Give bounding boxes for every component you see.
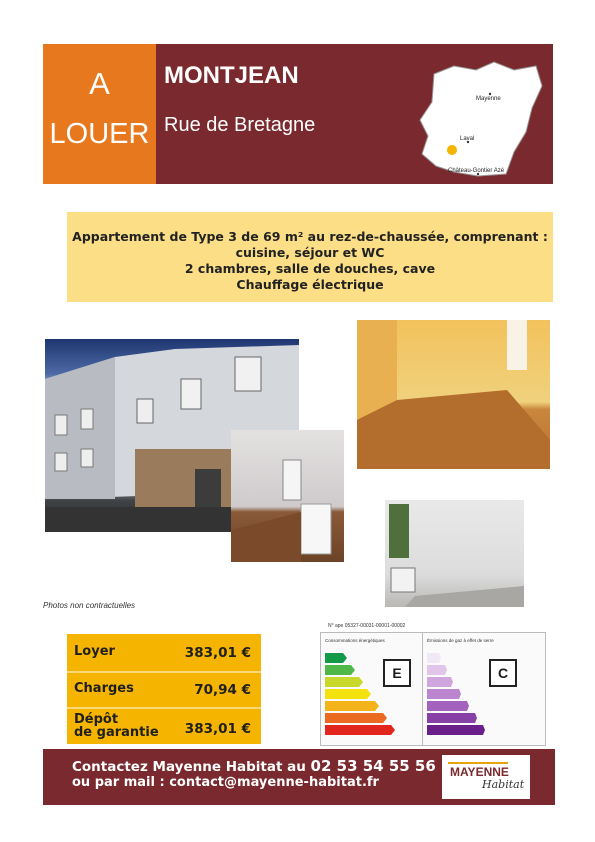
price-label-line1: Dépôt — [74, 712, 119, 727]
ges-scale-icon — [427, 653, 493, 735]
map-label-laval: Laval — [460, 136, 475, 142]
department-map-icon — [414, 56, 544, 180]
price-label-line2: de garantie — [74, 725, 159, 740]
apartment-description — [67, 212, 553, 302]
contact-email-line — [72, 775, 379, 790]
map-label-chateau-gontier: Château-Gontier Azé — [448, 168, 505, 174]
price-value: 383,01 € — [184, 645, 251, 661]
property-location-marker — [447, 145, 457, 155]
kitchen-photo — [231, 430, 344, 562]
for-rent-line2: LOUER — [49, 118, 150, 150]
price-value: 70,94 € — [194, 682, 251, 698]
email-link[interactable]: contact@mayenne-habitat.fr — [169, 775, 379, 790]
for-rent-tag — [43, 44, 156, 184]
logo-accent-bar — [448, 762, 508, 764]
price-divider — [67, 707, 261, 709]
dpe-reference: N° ape 05327-00031-00001-00002 — [328, 623, 406, 629]
room-illustration — [357, 320, 550, 469]
mail-prefix: ou par mail : — [72, 775, 170, 790]
photos-disclaimer: Photos non contractuelles — [43, 601, 136, 610]
bedroom-illustration — [385, 500, 524, 607]
contact-prefix: Contactez Mayenne Habitat au — [72, 759, 311, 775]
logo-text-bottom: Habitat — [482, 778, 525, 791]
price-divider — [67, 671, 261, 673]
bedroom-photo — [385, 500, 524, 607]
price-label: Charges — [74, 681, 134, 696]
ges-title: Émissions de gaz à effet de serre — [427, 638, 494, 643]
description-line: Chauffage électrique — [236, 277, 384, 292]
town-title: MONTJEAN — [164, 62, 299, 89]
contact-phone-line — [72, 757, 436, 775]
street-subtitle: Rue de Bretagne — [164, 114, 316, 136]
description-line: Appartement de Type 3 de 69 m² au rez-de-chaussée, comprenant : — [72, 229, 548, 244]
logo-text-top: MAYENNE — [450, 765, 509, 779]
living-room-photo — [357, 320, 550, 469]
price-label: Loyer — [74, 644, 115, 659]
phone-number[interactable]: 02 53 54 55 56 — [310, 757, 436, 775]
dpe-title: Consommations énergétiques — [325, 638, 385, 643]
ghg-emissions-label — [422, 632, 546, 746]
description-line: cuisine, séjour et WC — [235, 245, 385, 260]
price-value: 383,01 € — [184, 721, 251, 737]
for-rent-line1: A — [89, 66, 110, 101]
dpe-grade: E — [383, 659, 411, 687]
location-map — [414, 56, 544, 180]
description-line: 2 chambres, salle de douches, cave — [184, 261, 436, 276]
map-label-mayenne: Mayenne — [476, 96, 501, 102]
mayenne-habitat-logo — [442, 755, 530, 799]
price-label — [74, 713, 159, 739]
ges-grade: C — [489, 659, 517, 687]
kitchen-illustration — [231, 430, 344, 562]
